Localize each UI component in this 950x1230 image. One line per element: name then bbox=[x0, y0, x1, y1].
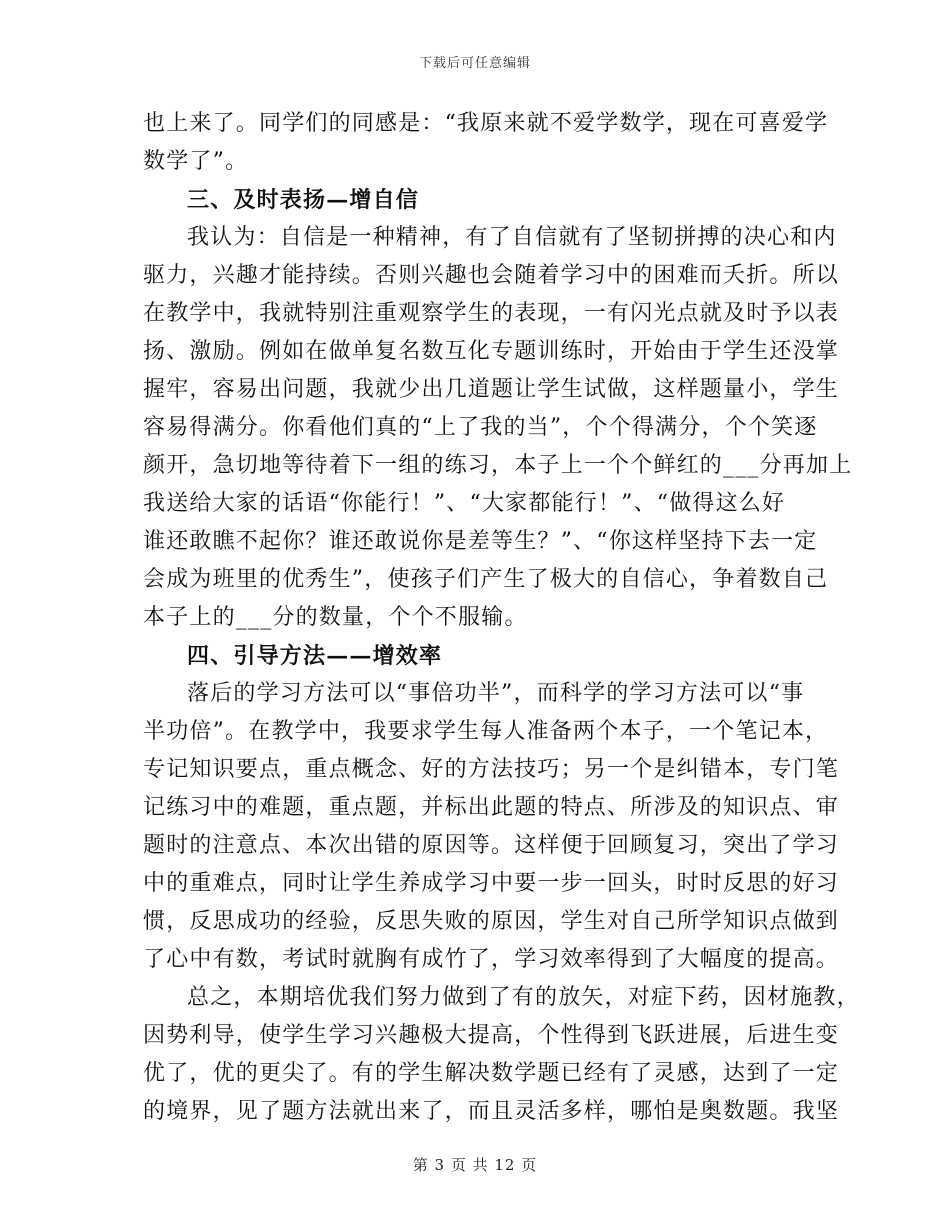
section-heading: 四、引导方法——增效率 bbox=[187, 643, 443, 669]
page-number-footer: 第 3 页 共 12 页 bbox=[412, 1156, 538, 1174]
paragraph-line: 惯，反思成功的经验，反思失败的原因，学生对自己所学知识点做到 bbox=[143, 909, 840, 934]
paragraph-line: 颜开，急切地等待着下一组的练习，本子上一个个鲜红的___分再加上 bbox=[143, 453, 853, 478]
paragraph-line: 本子上的___分的数量，个个不服输。 bbox=[143, 605, 528, 630]
paragraph-line: 谁还敢瞧不起你？谁还敢说你是差等生？”、“你这样坚持下去一定 bbox=[143, 529, 818, 554]
paragraph-line: 我送给大家的话语“你能行！”、“大家都能行！”、“做得这么好 bbox=[143, 491, 786, 516]
paragraph-line: 中的重难点，同时让学生养成学习中要一步一回头，时时反思的好习 bbox=[143, 871, 840, 896]
paragraph-line: 也上来了。同学们的同感是：“我原来就不爱学数学，现在可喜爱学 bbox=[143, 111, 829, 136]
page-header: 下载后可任意编辑 bbox=[418, 56, 531, 71]
paragraph-line: 优了，优的更尖了。有的学生解决数学题已经有了灵感，达到了一定 bbox=[143, 1061, 840, 1086]
document-body bbox=[143, 105, 860, 1131]
paragraph-line: 因势利导，使学生学习兴趣极大提高，个性得到飞跃进展，后进生变 bbox=[143, 1023, 840, 1048]
paragraph-line: 了心中有数，考试时就胸有成竹了，学习效率得到了大幅度的提高。 bbox=[143, 947, 840, 972]
paragraph-line: 会成为班里的优秀生”，使孩子们产生了极大的自信心，争着数自己 bbox=[143, 567, 829, 592]
paragraph-line: 落后的学习方法可以“事倍功半”，而科学的学习方法可以“事 bbox=[187, 681, 805, 706]
paragraph-line: 握牢，容易出问题，我就少出几道题让学生试做，这样题量小，学生 bbox=[143, 377, 840, 402]
paragraph-line: 我认为：自信是一种精神，有了自信就有了坚韧拼搏的决心和内 bbox=[187, 225, 837, 250]
paragraph-line: 在教学中，我就特别注重观察学生的表现，一有闪光点就及时予以表 bbox=[143, 301, 840, 326]
paragraph-line: 数学了”。 bbox=[143, 149, 249, 174]
section-heading: 三、及时表扬—增自信 bbox=[187, 187, 420, 213]
paragraph-line: 题时的注意点、本次出错的原因等。这样便于回顾复习，突出了学习 bbox=[143, 833, 840, 858]
paragraph-line: 半功倍”。在教学中，我要求学生每人准备两个本子，一个笔记本， bbox=[143, 719, 829, 744]
paragraph-line: 扬、激励。例如在做单复名数互化专题训练时，开始由于学生还没掌 bbox=[143, 339, 840, 364]
paragraph-line: 记练习中的难题，重点题，并标出此题的特点、所涉及的知识点、审 bbox=[143, 795, 840, 820]
paragraph-line: 的境界，见了题方法就出来了，而且灵活多样，哪怕是奥数题。我坚 bbox=[143, 1099, 840, 1124]
paragraph-line: 驱力，兴趣才能持续。否则兴趣也会随着学习中的困难而夭折。所以 bbox=[143, 263, 840, 288]
paragraph-line: 专记知识要点，重点概念、好的方法技巧；另一个是纠错本，专门笔 bbox=[143, 757, 840, 782]
paragraph-line: 总之，本期培优我们努力做到了有的放矢，对症下药，因材施教， bbox=[187, 985, 860, 1010]
paragraph-line: 容易得满分。你看他们真的“上了我的当”，个个得满分，个个笑逐 bbox=[143, 415, 818, 440]
